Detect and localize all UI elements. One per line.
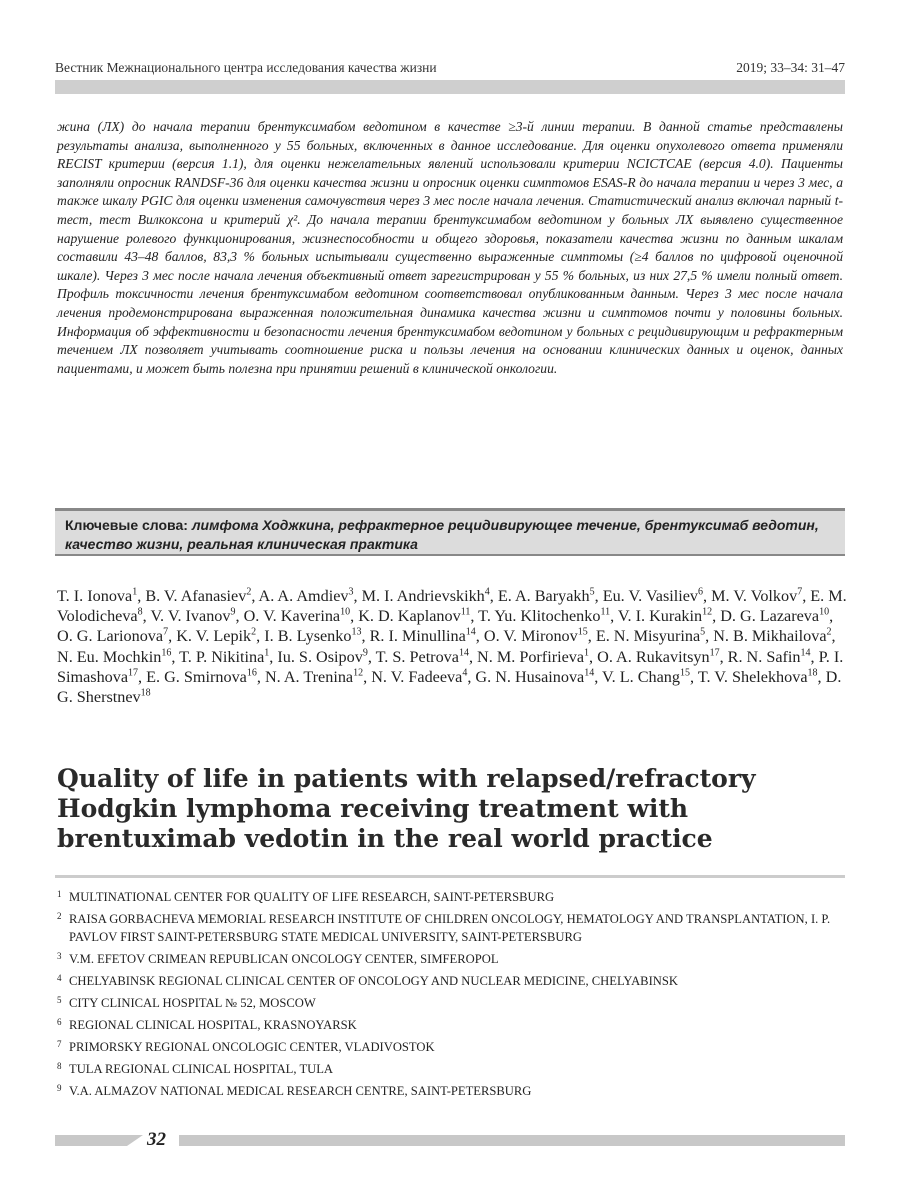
author-name: N. V. Fadeeva	[371, 667, 463, 686]
author-affiliation-ref: 2	[246, 586, 252, 598]
author-name: D. G. Sherstnev	[57, 667, 842, 707]
author-name: E. M. Volodicheva	[57, 587, 847, 626]
affiliation-item	[57, 910, 837, 946]
affiliation-number: 2	[57, 911, 62, 921]
author-affiliation-ref: 2	[251, 627, 257, 639]
affiliation-text: V.A. ALMAZOV NATIONAL MEDICAL RESEARCH CENTRE, SAINT-PETERSBURG	[69, 1084, 532, 1098]
affiliation-text: REGIONAL CLINICAL HOSPITAL, KRASNOYARSK	[69, 1018, 357, 1032]
affiliation-number: 4	[57, 973, 62, 983]
author-name: N. Eu. Mochkin	[57, 647, 162, 666]
author-affiliation-ref: 14	[458, 647, 469, 659]
author-affiliation-ref: 1	[132, 586, 138, 598]
abstract-text: жина (ЛХ) до начала терапии брентуксимабом ведотином в качестве ≥3-й линии терапии. В данной статье представлены результаты анализа, выполненного у 55 больных, включенных в данное исследование. Для оценки опухолевого ответа применяли RECIST критерии (версия 1.1), для оценки нежелательных явлений использовали критерии NCICTCAE (версия 4.0). Пациенты заполняли опросник RANDSF-36 для оценки качества жизни и опросник оценки симптомов ESAS-R до начала терапии и через 3 мес, а также шкалу PGIC для оценки изменения самочувствия через 3 мес после начала лечения. Статистический анализ включал парный t-тест, тест Вилкоксона и критерий χ². До начала терапии брентуксимабом ведотином у больных ЛХ выявлено существенное нарушение ролевого функционирования, жизнеспособности и общего здоровья, показатели качества жизни по данным шкалам составили 43–48 баллов, 83,3 % больных испытывали существенно выраженные симптомы (≥4 баллов по цифровой оценочной шкале). Через 3 мес после начала лечения объективный ответ зарегистрирован у 55 % больных, из них 27,5 % имели полный ответ. Профиль токсичности лечения брентуксимабом ведотином соответствовал опубликованным данным. Через 3 мес после начала лечения продемонстрирована выраженная положительная динамика качества жизни и симптомов почти у половины больных. Информация об эффективности и безопасности лечения брентуксимабом ведотином у больных с рецидивирующим и рефрактерным течением ЛХ позволяет учитывать соотношение риска и пользы лечения на основании клинических данных и оценок, данных пациентами, и может быть полезна при принятии решений в клинической онкологии.	[57, 119, 843, 376]
affiliation-number: 6	[57, 1017, 62, 1027]
author-affiliation-ref: 9	[230, 606, 236, 618]
author-affiliation-ref: 17	[709, 647, 720, 659]
author-affiliation-ref: 4	[462, 667, 468, 679]
journal-name: Вестник Межнационального центра исследования качества жизни	[55, 60, 437, 75]
author-name: O. V. Mironov	[483, 627, 578, 646]
author-name: M. V. Volkov	[711, 587, 798, 605]
author-name: Iu. S. Osipov	[277, 647, 363, 666]
author-affiliation-ref: 13	[351, 627, 362, 639]
author-name: E. N. Misyurina	[595, 627, 701, 646]
affiliation-item	[57, 1038, 837, 1056]
affiliation-number: 5	[57, 995, 62, 1005]
affiliation-item	[57, 1082, 837, 1100]
author-affiliation-ref: 7	[163, 627, 169, 639]
author-affiliation-ref: 8	[137, 606, 143, 618]
keywords-value: лимфома Ходжкина, рефрактерное рецидивирующее течение, брентуксимаб ведотин, качество жизни, реальная клиническая практика	[65, 517, 819, 552]
affiliation-number: 7	[57, 1039, 62, 1049]
author-name: I. B. Lysenko	[264, 627, 352, 646]
keywords-label: Ключевые слова:	[65, 517, 188, 533]
author-name: D. G. Lazareva	[720, 607, 820, 626]
author-name: R. I. Minullina	[369, 627, 466, 646]
author-affiliation-ref: 3	[348, 586, 354, 598]
author-affiliation-ref: 5	[700, 627, 706, 639]
keywords-box	[55, 508, 845, 556]
author-list: T. I. Ionova$^1$, B. V. Afanasiev$^2$, A. A. Amdiev$^3$, M. I. Andrievskikh$^4$, E. A. Baryakh$^5$, Eu. V. Vasiliev$^6$, M. V. Volkov$^7$, E. M. Volodicheva$^8$, V. V. Ivanov$^9$, O. V. Kaverina$^{10}$, K. D. Kaplanov$^{11}$, T. Yu. Klitochenko$^{11}$, V. I. Kurakin$^{12}$, D. G. Lazareva$^{10}$, O. G. Larionova$^7$, K. V. Lepik$^2$, I. B. Lysenko$^{13}$, R. I. Minullina$^{14}$, O. V. Mironov$^{15}$, E. N. Misyurina$^5$, N. B. Mikhailova$^2$, N. Eu. Mochkin$^{16}$, T. P. Nikitina$^1$, Iu. S. Osipov$^9$, T. S. Petrova$^{14}$, N. M. Porfirieva$^1$, O. A. Rukavitsyn$^{17}$, R. N. Safin$^{14}$, P. I. Simashova$^{17}$, E. G. Smirnova$^{16}$, N. A. Trenina$^{12}$, N. V. Fadeeva$^4$, G. N. Husainova$^{14}$, V. L. Chang$^{15}$, T. V. Shelekhova$^{18}$, D. G. Sherstnev$^{18}$	[57, 586, 847, 707]
author-name: N. B. Mikhailova	[713, 627, 827, 646]
affiliation-number: 8	[57, 1061, 62, 1071]
author-affiliation-ref: 10	[819, 606, 830, 618]
author-name: V. L. Chang	[602, 667, 680, 686]
author-name: P. I. Simashova	[57, 647, 844, 686]
affiliation-number: 3	[57, 951, 62, 961]
author-affiliation-ref: 12	[353, 667, 364, 679]
title-rule	[55, 875, 845, 878]
author-affiliation-ref: 14	[800, 647, 811, 659]
author-affiliation-ref: 1	[584, 647, 590, 659]
author-affiliation-ref: 15	[577, 627, 588, 639]
author-name: B. V. Afanasiev	[145, 587, 247, 605]
affiliation-list	[57, 888, 837, 1104]
affiliation-text: CHELYABINSK REGIONAL CLINICAL CENTER OF ONCOLOGY AND NUCLEAR MEDICINE, CHELYABINSK	[69, 974, 678, 988]
affiliation-number: 1	[57, 889, 62, 899]
page-number: 32	[147, 1129, 166, 1150]
author-affiliation-ref: 6	[698, 586, 704, 598]
author-name: M. I. Andrievskikh	[361, 587, 485, 605]
affiliation-text: PRIMORSKY REGIONAL ONCOLOGIC CENTER, VLADIVOSTOK	[69, 1040, 435, 1054]
author-name: O. V. Kaverina	[243, 607, 341, 626]
author-name: R. N. Safin	[727, 647, 801, 666]
header-rule	[55, 80, 845, 94]
author-name: O. A. Rukavitsyn	[597, 647, 710, 666]
author-affiliation-ref: 11	[460, 606, 471, 618]
affiliation-text: TULA REGIONAL CLINICAL HOSPITAL, TULA	[69, 1062, 334, 1076]
author-name: N. M. Porfirieva	[477, 647, 585, 666]
running-header	[55, 56, 845, 78]
footer-bar-left	[55, 1135, 127, 1146]
author-affiliation-ref: 4	[484, 586, 490, 598]
author-name: T. Yu. Klitochenko	[478, 607, 601, 626]
author-affiliation-ref: 16	[246, 667, 257, 679]
author-affiliation-ref: 1	[264, 647, 270, 659]
author-affiliation-ref: 7	[797, 586, 803, 598]
affiliation-text: CITY CLINICAL HOSPITAL № 52, MOSCOW	[69, 996, 316, 1010]
author-affiliation-ref: 11	[600, 606, 611, 618]
author-name: T. I. Ionova	[57, 587, 133, 605]
affiliation-text: MULTINATIONAL CENTER FOR QUALITY OF LIFE RESEARCH, SAINT-PETERSBURG	[69, 890, 555, 904]
footer-bar-notch	[127, 1135, 143, 1146]
article-title: Quality of life in patients with relapsed/refractory Hodgkin lymphoma receiving treatment with brentuximab vedotin in the real world practice	[57, 764, 756, 853]
author-name: G. N. Husainova	[475, 667, 585, 686]
author-affiliation-ref: 12	[702, 606, 713, 618]
affiliation-item	[57, 1060, 837, 1078]
author-affiliation-ref: 18	[807, 667, 818, 679]
author-affiliation-ref: 18	[140, 687, 151, 699]
affiliation-number: 9	[57, 1083, 62, 1093]
page-footer	[55, 1131, 845, 1151]
author-affiliation-ref: 14	[465, 627, 476, 639]
author-name: T. P. Nikitina	[179, 647, 265, 666]
author-name: Eu. V. Vasiliev	[602, 587, 699, 605]
author-name: O. G. Larionova	[57, 627, 164, 646]
affiliation-text: V.M. EFETOV CRIMEAN REPUBLICAN ONCOLOGY CENTER, SIMFEROPOL	[69, 952, 499, 966]
author-affiliation-ref: 16	[161, 647, 172, 659]
affiliation-item	[57, 972, 837, 990]
affiliation-item	[57, 994, 837, 1012]
author-affiliation-ref: 2	[826, 627, 832, 639]
author-name: A. A. Amdiev	[258, 587, 349, 605]
author-name: V. V. Ivanov	[150, 607, 231, 626]
affiliation-item	[57, 888, 837, 906]
author-name: E. A. Baryakh	[497, 587, 590, 605]
author-affiliation-ref: 17	[128, 667, 139, 679]
author-name: T. V. Shelekhova	[697, 667, 808, 686]
author-affiliation-ref: 14	[584, 667, 595, 679]
affiliation-text: RAISA GORBACHEVA MEMORIAL RESEARCH INSTITUTE OF CHILDREN ONCOLOGY, HEMATOLOGY AND TRANSPLANTATION, I. P. PAVLOV FIRST SAINT-PETERSBURG STATE MEDICAL UNIVERSITY, SAINT-PETERSBURG	[69, 912, 831, 944]
author-affiliation-ref: 10	[340, 606, 351, 618]
author-affiliation-ref: 15	[680, 667, 690, 679]
author-affiliation-ref: 9	[362, 647, 368, 659]
citation-info: 2019; 33–34: 31–47	[736, 60, 845, 75]
author-name: N. A. Trenina	[264, 667, 354, 686]
author-name: K. V. Lepik	[176, 627, 252, 646]
footer-bar-right	[179, 1135, 845, 1146]
author-name: V. I. Kurakin	[617, 607, 703, 626]
author-name: T. S. Petrova	[375, 647, 459, 666]
affiliation-item	[57, 950, 837, 968]
author-affiliation-ref: 5	[589, 586, 595, 598]
affiliation-item	[57, 1016, 837, 1034]
author-name: E. G. Smirnova	[146, 667, 247, 686]
author-name: K. D. Kaplanov	[358, 607, 461, 626]
